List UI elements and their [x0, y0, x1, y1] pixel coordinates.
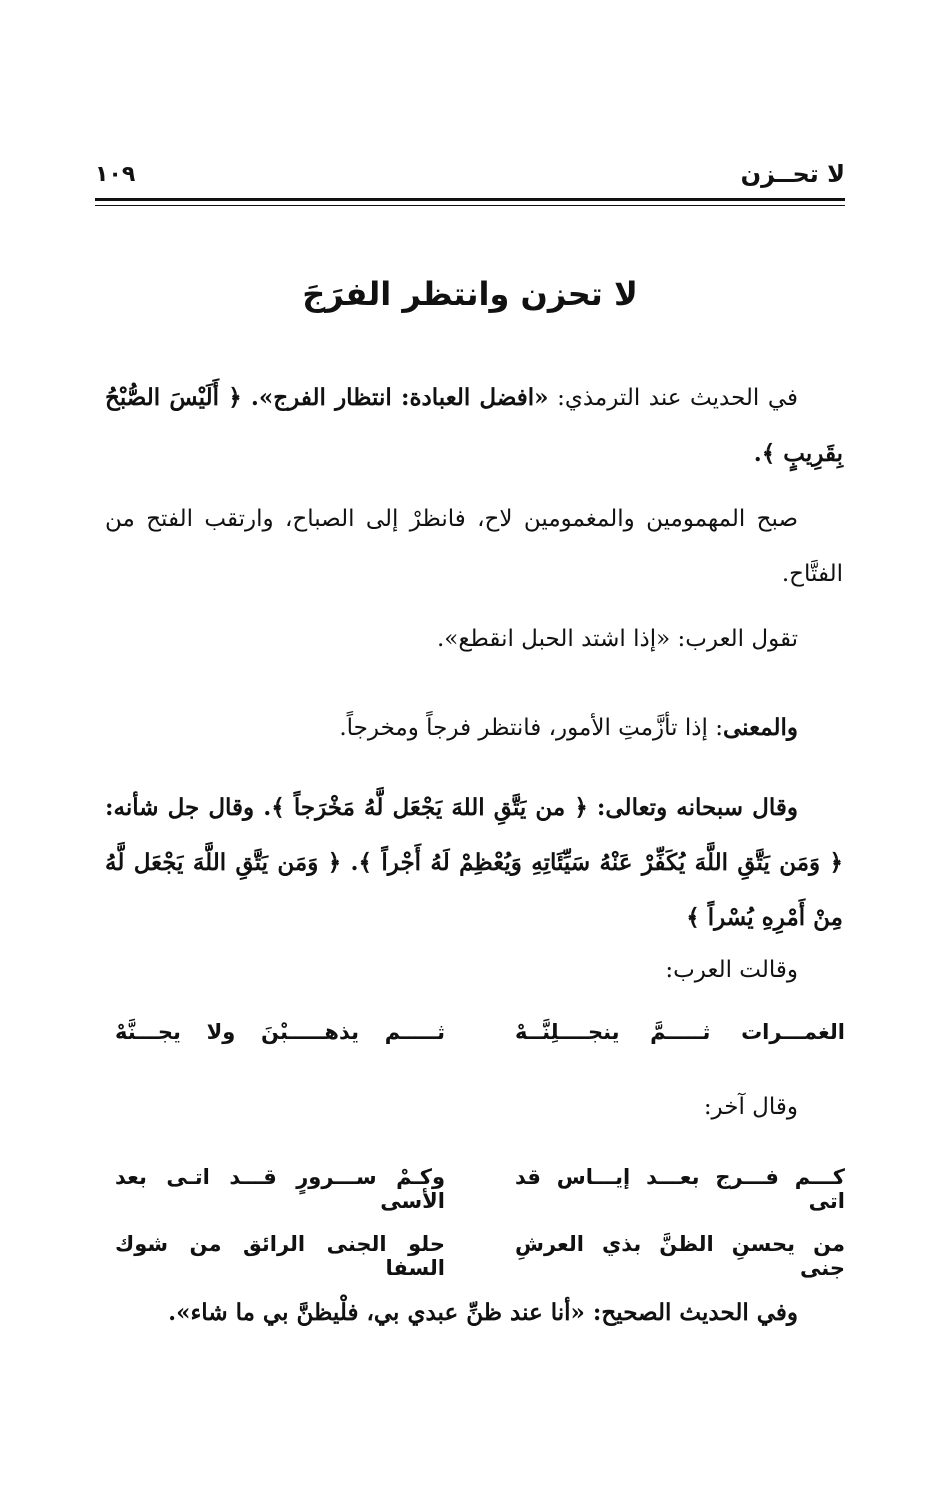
verse-second-hemistich: ثـــــم يذهـــــبْنَ ولا يجـــنَّهْ — [115, 1020, 445, 1044]
header-rule-thin — [95, 205, 845, 206]
verse-first-hemistich: كـــم فـــرج بعـــد إيـــاس قد اتى — [515, 1165, 845, 1213]
header-rule-thick — [95, 198, 845, 201]
paragraph-hadith: وفي الحديث الصحيح: «أنا عند ظنِّ عبدي بي، فلْيظنَّ بي ما شاء». — [168, 1299, 798, 1326]
paragraph-arab-saying: تقول العرب: «إذا اشتد الحبل انقطع». — [436, 626, 798, 652]
paragraph-tirmidhi — [105, 370, 843, 482]
verse-first-hemistich: من يحسنِ الظنَّ بذي العرشِ جنى — [515, 1232, 845, 1280]
paragraph-arab-said: وقالت العرب: — [665, 957, 798, 983]
paragraph-meaning — [105, 700, 843, 756]
book-title: لا تحــزن — [740, 160, 845, 188]
tirmidhi-verse: ﴿ أَلَيْسَ الصُّبْحُ بِقَرِيبٍ ﴾. — [105, 384, 843, 467]
verse-second-hemistich: حلو الجنى الرائق من شوك السفا — [115, 1232, 445, 1280]
tirmidhi-quote: «افضل العبادة: انتظار الفرج». — [250, 384, 549, 411]
tirmidhi-intro: في الحديث عند الترمذي: — [548, 385, 798, 411]
poem-verse — [105, 1020, 845, 1060]
poem-verse — [105, 1165, 845, 1213]
meaning-text: : إذا تأزَّمتِ الأمور، فانتظر فرجاً ومخرجاً. — [339, 715, 723, 741]
chapter-title: لا تحزن وانتظر الفرَجَ — [302, 275, 638, 313]
verse-first-hemistich: الغمـــرات ثـــــمَّ ينجــــلِنَّــهْ — [515, 1020, 845, 1044]
paragraph-other-said: وقال آخر: — [703, 1094, 798, 1120]
paragraph-quran-verses: وقال سبحانه وتعالى: ﴿ من يَتَّقِ اللهَ يَجْعَل لَّهُ مَخْرَجاً ﴾. وقال جل شأنه: ﴿ وَمَن يَتَّقِ اللَّهَ يُكَفِّرْ عَنْهُ سَيِّئَاتِهِ وَيُعْظِمْ لَهُ أَجْراً ﴾. ﴿ وَمَن يَتَّقِ اللَّهَ يَجْعَل لَّهُ مِنْ أَمْرِهِ يُسْراً ﴾ — [105, 794, 843, 931]
verse-second-hemistich: وكـمْ ســـرورٍ قـــد اتـى بعد الأسى — [115, 1165, 445, 1213]
running-header — [95, 160, 845, 200]
paragraph-subh: صبح المهمومين والمغمومين لاح، فانظرْ إلى الصباح، وارتقب الفتح من الفتَّاح. — [105, 506, 843, 587]
page-number: ١٠٩ — [95, 162, 136, 187]
poem-verse — [105, 1232, 845, 1280]
meaning-label: والمعنى — [722, 714, 798, 741]
